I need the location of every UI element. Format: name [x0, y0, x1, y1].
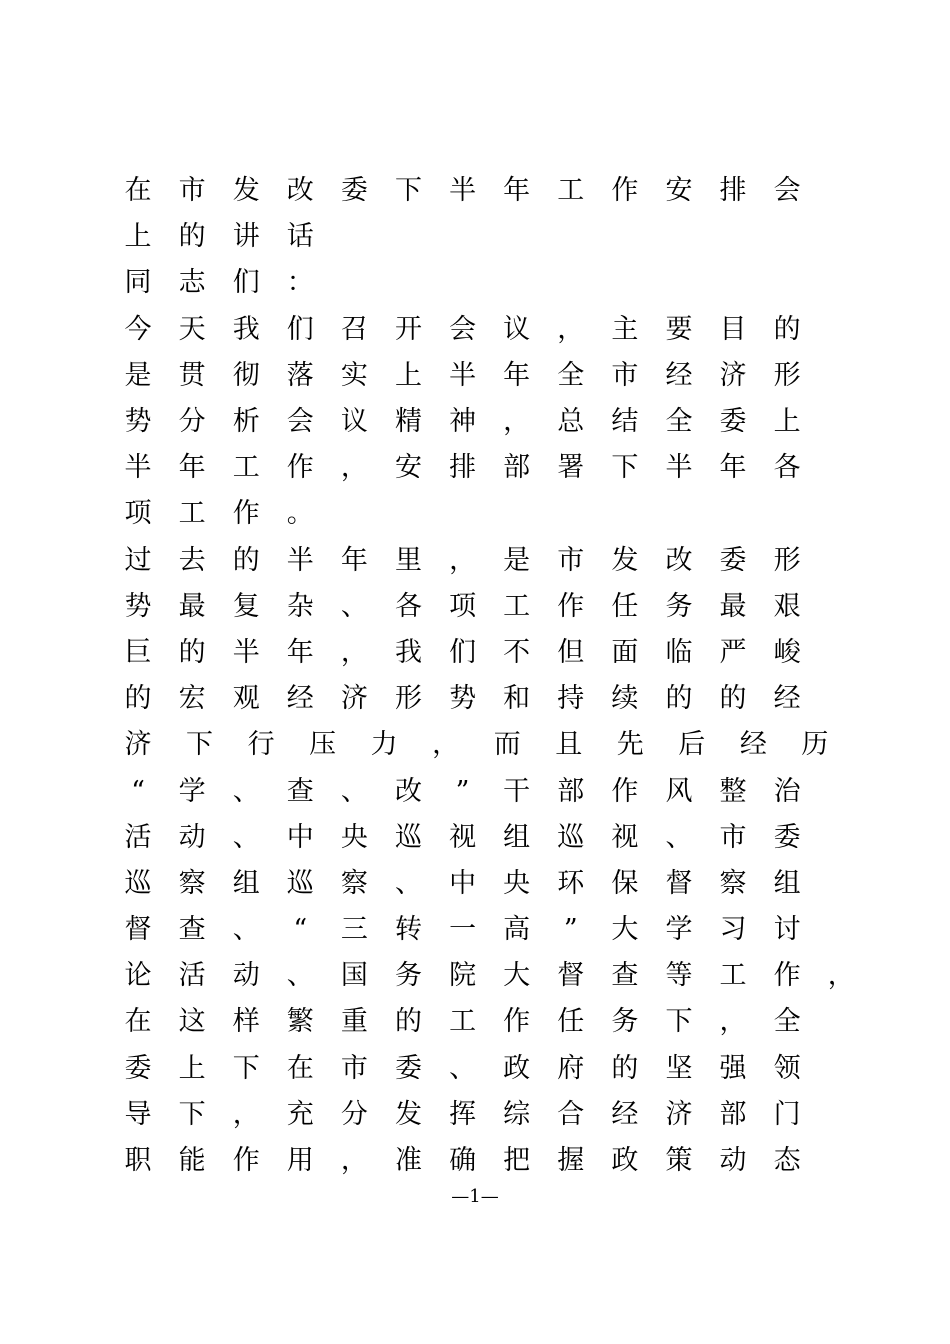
body-line: 导 下 ， 充 分 发 挥 综 合 经 济 部 门: [124, 1098, 801, 1130]
body-line: 的 宏 观 经 济 形 势 和 持 续 的 的 经: [124, 683, 801, 715]
title-line: 上 的 讲 话: [124, 221, 314, 253]
body-line: “ 学 、 查 、 改 ” 干 部 作 风 整 治: [131, 775, 801, 807]
salutation-line: 同 志 们 ：: [124, 267, 314, 299]
body-line: 势 分 析 会 议 精 神 ， 总 结 全 委 上: [124, 406, 801, 438]
speech-text: [124, 168, 855, 1184]
body-line: 巨 的 半 年 ， 我 们 不 但 面 临 严 峻: [124, 636, 801, 668]
body-line: 势 最 复 杂 、 各 项 工 作 任 务 最 艰: [124, 590, 801, 622]
body-line: 职 能 作 用 ， 准 确 把 握 政 策 动 态: [124, 1145, 801, 1177]
body-line: 济 下 行 压 力 ， 而 且 先 后 经 历: [124, 729, 829, 761]
title-line: 在 市 发 改 委 下 半 年 工 作 安 排 会: [124, 175, 801, 207]
body-line: 过 去 的 半 年 里 ， 是 市 发 改 委 形: [124, 544, 801, 576]
body-line: 在 这 样 繁 重 的 工 作 任 务 下 ， 全: [124, 1006, 801, 1038]
body-line: 今 天 我 们 召 开 会 议 ， 主 要 目 的: [124, 313, 801, 345]
body-line: 巡 察 组 巡 察 、 中 央 环 保 督 察 组: [124, 867, 801, 899]
page-number: —1—: [451, 1186, 499, 1207]
body-line: 项 工 作 。: [124, 498, 314, 530]
body-line: 活 动 、 中 央 巡 视 组 巡 视 、 市 委: [124, 821, 801, 853]
body-line: 是 贯 彻 落 实 上 半 年 全 市 经 济 形: [124, 359, 801, 391]
body-line: 委 上 下 在 市 委 、 政 府 的 坚 强 领: [124, 1052, 801, 1084]
body-line: 论 活 动 、 国 务 院 大 督 查 等 工 作 ，: [124, 960, 855, 992]
body-line: 半 年 工 作 ， 安 排 部 署 下 半 年 各: [124, 452, 801, 484]
body-line: 督 查 、 “ 三 转 一 高 ” 大 学 习 讨: [124, 914, 801, 946]
